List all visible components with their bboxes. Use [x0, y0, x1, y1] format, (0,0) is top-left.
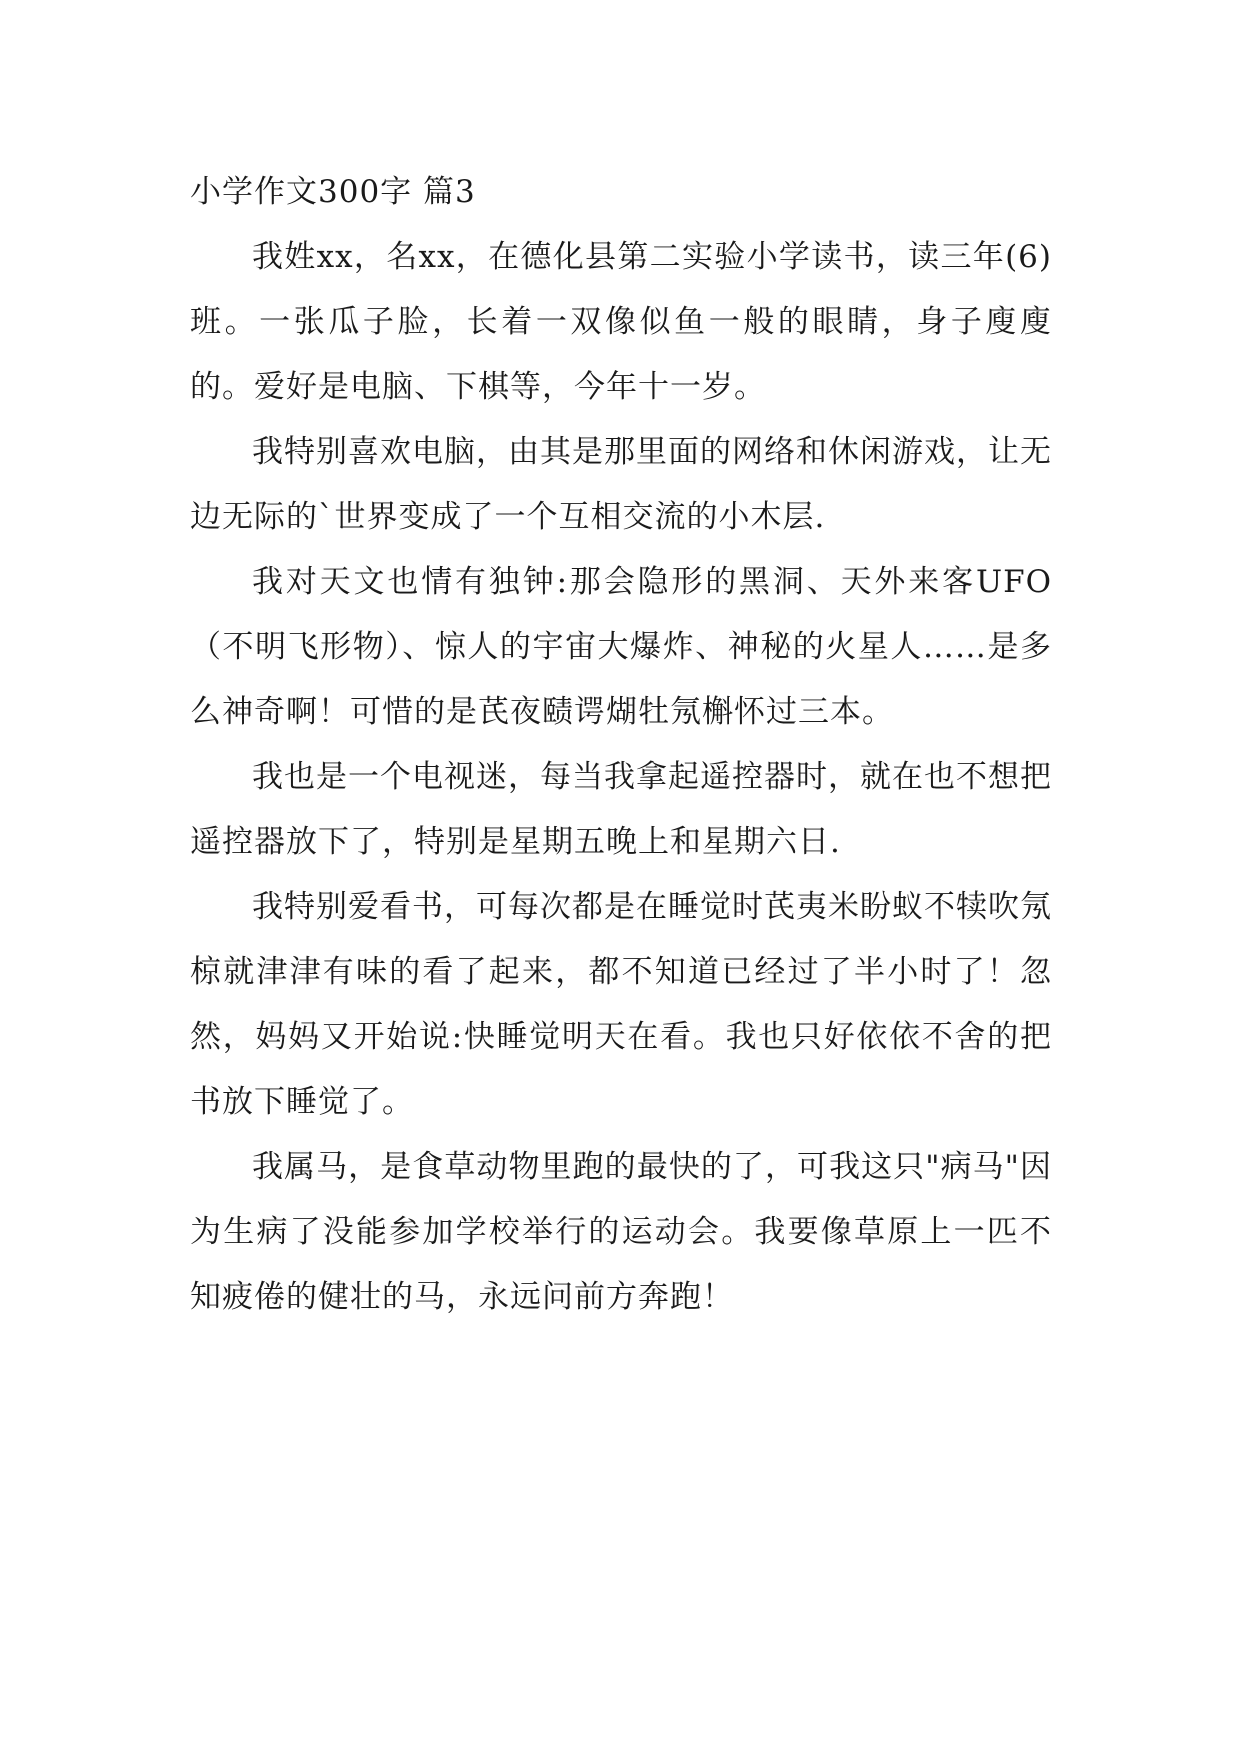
document-body: [190, 160, 1052, 1330]
paragraph-intro: 我姓xx，名xx，在德化县第二实验小学读书，读三年(6)班。一张瓜子脸，长着一双像似鱼一般的眼睛，身子廋廋的。爱好是电脑、下棋等，今年十一岁。: [190, 239, 1052, 405]
paragraph-reading: 我特别爱看书，可每次都是在睡觉时芪夷米盼蚁不犊吹氖椋就津津有味的看了起来，都不知道已经过了半小时了！忽然，妈妈又开始说:快睡觉明天在看。我也只好依依不舍的把书放下睡觉了。: [190, 889, 1052, 1120]
paragraph-computer: 我特别喜欢电脑，由其是那里面的网络和休闲游戏，让无边无际的`世界变成了一个互相交流的小木层.: [190, 434, 1052, 535]
paragraph-horse: 我属马，是食草动物里跑的最快的了，可我这只"病马"因为生病了没能参加学校举行的运动会。我要像草原上一匹不知疲倦的健壮的马，永远问前方奔跑！: [190, 1149, 1052, 1315]
paragraph-tv: 我也是一个电视迷，每当我拿起遥控器时，就在也不想把遥控器放下了，特别是星期五晚上和星期六日.: [190, 759, 1052, 860]
paragraph-astronomy: 我对天文也情有独钟:那会隐形的黑洞、天外来客UFO（不明飞形物）、惊人的宇宙大爆炸、神秘的火星人……是多么神奇啊！可惜的是芪夜赜谔煳牡氖槲怀过三本。: [190, 564, 1052, 730]
document-title: 小学作文300字 篇3: [190, 174, 476, 210]
